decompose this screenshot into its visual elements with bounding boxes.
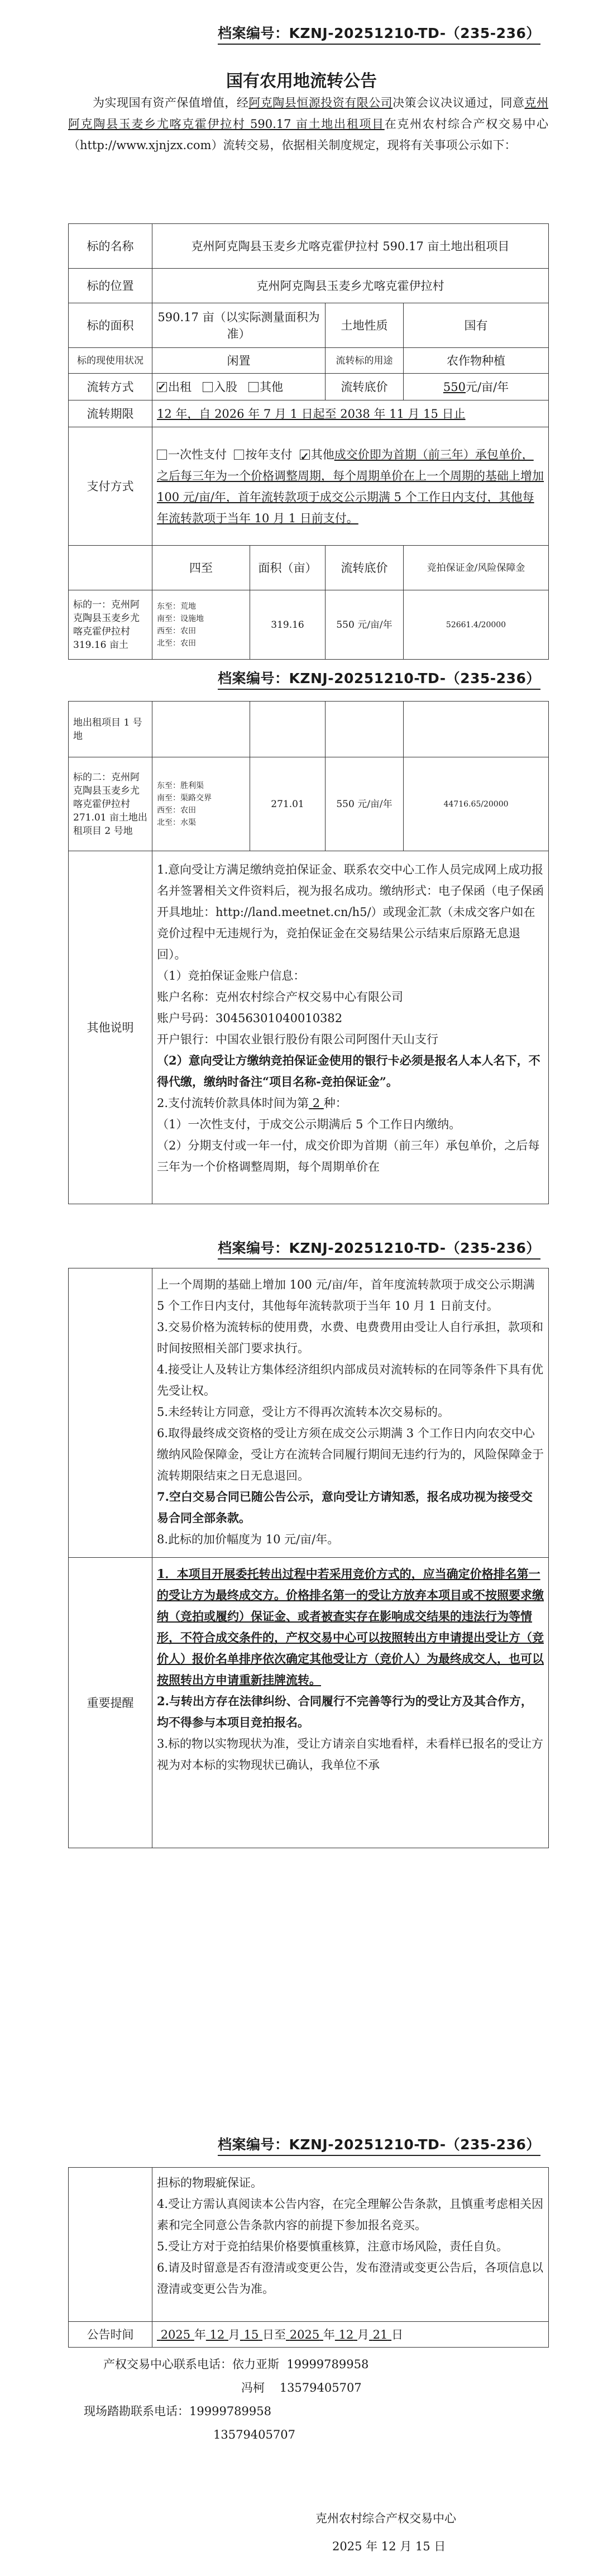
intro-text-3: 在克州农村综合产权交易中心（http://www.xjnjzx.com）流转交易，依据相关制度规定，现将有关事项公示如下： xyxy=(68,117,549,152)
other-line-kind xyxy=(157,1093,544,1114)
location-label: 标的位置 xyxy=(69,269,152,303)
sub-header-deposit: 竞拍保证金/风险保障金 xyxy=(404,546,549,590)
signature-date: 2025 年 12 月 15 日 xyxy=(332,2540,446,2553)
intro-project: 克州阿克陶县玉麦乡尤喀克霍伊拉村 590.17 亩土地出租项目 xyxy=(68,96,549,131)
pay-once-label: 一次性支付 xyxy=(168,447,227,461)
other-line-1: 1.意向受让方满足缴纳竞拍保证金、联系农交中心工作人员完成网上成功报名并签署相关文件资料后，视为报名成功。缴纳形式：电子保函（电子保函开具地址：http://land.meetnet.cn/h5/）或现金汇款（未成交客户如在竞价过程中无违规行为，竞拍保证金在交易结果公示结束后原路无息退回）。 xyxy=(157,863,544,961)
archive-number: 档案编号：KZNJ-20251210-TD-（235-236） xyxy=(218,1237,540,1260)
end-day: 21 xyxy=(372,2327,388,2341)
area-label: 标的面积 xyxy=(69,303,152,348)
page-title: 国有农用地流转公告 xyxy=(226,71,377,91)
lot2-bound-west: 西至：农田 xyxy=(157,805,196,815)
site-phone-1: 19999789958 xyxy=(189,2405,271,2418)
nature-label: 土地性质 xyxy=(326,303,404,348)
lot1-label: 标的一：克州阿克陶县玉麦乡尤喀克霍伊拉村 319.16 亩土 xyxy=(69,590,152,660)
listing-table-2 xyxy=(68,701,549,1204)
term-value: 12 年，自 2026 年 7 月 1 日起至 2038 年 11 月 15 日止 xyxy=(152,400,549,427)
intro-paragraph xyxy=(68,92,548,156)
pay-yearly-label: 按年支付 xyxy=(245,447,293,461)
cont-line-1: 上一个周期的基础上增加 100 元/亩/年，首年度流转款项于成交公示期满 5 个工作日内支付，其他每年流转款项于当年 10 月 1 日前支付。 xyxy=(157,1278,535,1313)
intro-text-1: 为实现国有资产保值增值，经 xyxy=(93,96,249,109)
cont-line-4: 5.未经转让方同意，受让方不得再次流转本次交易标的。 xyxy=(157,1405,450,1419)
site-contact-label: 现场踏勘联系电话： xyxy=(84,2405,189,2418)
area-value: 590.17 亩（以实际测量面积为准） xyxy=(152,303,326,348)
method-options xyxy=(152,374,326,400)
lot1-bound-north: 北至：农田 xyxy=(157,638,196,648)
end-year: 2025 xyxy=(289,2327,320,2341)
contact1-phone: 19999789958 xyxy=(286,2358,369,2371)
other-label: 其他说明 xyxy=(69,851,152,1204)
center-contact-line xyxy=(103,2354,368,2375)
lot2-area: 271.01 xyxy=(250,757,326,851)
pay-text: 成交价即为首期（前三年）承包单价，之后每三年为一个价格调整周期，每个周期单价在上一个周期的基础上增加 100 元/亩/年，首年流转款项于成交公示期满 5 个工作日内支付，其他每年流转款项于当年 10 月 1 日前支付。 xyxy=(157,447,544,525)
price-label: 流转底价 xyxy=(326,374,404,400)
intro-text-2: 决策会议决议通过，同意 xyxy=(393,96,525,109)
other-content xyxy=(152,851,549,1204)
listing-table-3 xyxy=(68,1268,549,1848)
pay-once-checkbox xyxy=(157,450,167,460)
remind-content-continued xyxy=(152,2168,549,2322)
listing-table-4 xyxy=(68,2167,549,2348)
cont-line-2: 3.交易价格为流转标的使用费，水费、电费费用由受让人自行承担，款项和时间按照相关部门要求执行。 xyxy=(157,1320,544,1355)
pay-label: 支付方式 xyxy=(69,427,152,546)
time-label: 公告时间 xyxy=(69,2322,152,2348)
lot1-area: 319.16 xyxy=(250,590,326,660)
pay-kind-text: 2.支付流转价款具体时间为第 xyxy=(157,1096,309,1110)
site-contact-line xyxy=(84,2401,271,2422)
lot2-label: 标的二：克州阿克陶县玉麦乡尤喀克霍伊拉村 271.01 亩土地出租项目 2 号地 xyxy=(69,757,152,851)
share-checkbox xyxy=(203,382,213,392)
cont-line-last: 8.此标的加价幅度为 10 元/亩/年。 xyxy=(157,1533,339,1546)
contact2-line xyxy=(241,2377,362,2398)
name-value: 克州阿克陶县玉麦乡尤喀克霍伊拉村 590.17 亩土地出租项目 xyxy=(152,224,549,269)
lot2-price: 550 元/亩/年 xyxy=(326,757,404,851)
other-line-6: （1）一次性支付，于成交公示期满后 5 个工作日内缴纳。 xyxy=(157,1118,461,1131)
lot1-bound-south: 南至：设施地 xyxy=(157,614,204,623)
signature-org: 克州农村综合产权交易中心 xyxy=(315,2512,456,2525)
rent-option-label: 出租 xyxy=(168,380,192,394)
other-line-5: 开户银行：中国农业银行股份有限公司阿图什天山支行 xyxy=(157,1033,438,1046)
sub-header-price: 流转底价 xyxy=(326,546,404,590)
price-value xyxy=(404,374,549,400)
archive-number: 档案编号：KZNJ-20251210-TD-（235-236） xyxy=(218,2134,540,2156)
share-option-label: 入股 xyxy=(214,380,238,394)
cont-line-3: 4.接受让人及转让方集体经济组织内部成员对流转标的在同等条件下具有优先受让权。 xyxy=(157,1363,544,1397)
remind-cont-3: 5.受让方对于竞拍结果价格要慎重核算，注意市场风险，责任自负。 xyxy=(157,2240,509,2253)
end-month: 12 xyxy=(338,2327,354,2341)
center-contact-label: 产权交易中心联系电话： xyxy=(103,2358,232,2371)
other-content-continued xyxy=(152,1268,549,1558)
lot1-bound-west: 西至：农田 xyxy=(157,626,196,636)
pay-kind-after: 种： xyxy=(323,1096,347,1110)
remind-3: 3.标的物以实物现状为准，受让方请亲自实地看样，未看样已报名的受让方视为对本标的实物现状已确认，我单位不承 xyxy=(157,1737,544,1772)
remind-label: 重要提醒 xyxy=(69,1558,152,1848)
other-line-2: （1）竞拍保证金账户信息： xyxy=(157,969,305,982)
status-value: 闲置 xyxy=(152,348,326,374)
sub-header-bounds: 四至 xyxy=(152,546,250,590)
other-bold-line: （2）意向受让方缴纳竞拍保证金使用的银行卡必须是报名人本人名下，不得代缴，缴纳时备注“项目名称-竞拍保证金”。 xyxy=(157,1053,540,1089)
pay-options xyxy=(152,427,549,546)
price-number: 550 xyxy=(443,380,466,394)
remind-cont-4: 6.请及时留意是否有澄清或变更公告，发布澄清或变更公告后，各项信息以澄清或变更公告为准。 xyxy=(157,2261,544,2296)
term-label: 流转期限 xyxy=(69,400,152,427)
pay-kind-number: 2 xyxy=(312,1096,320,1110)
start-day: 15 xyxy=(243,2327,259,2341)
lot2-bound-north: 北至：水渠 xyxy=(157,818,196,827)
other-line-7: （2）分期支付或一年一付，成交价即为首期（前三年）承包单价，之后每三年为一个价格调整周期，每个周期单价在 xyxy=(157,1139,540,1173)
lot2-bounds xyxy=(152,757,250,851)
status-label: 标的现使用状况 xyxy=(69,348,152,374)
other-option-label: 其他 xyxy=(260,380,284,394)
other-line-3: 账户名称：克州农村综合产权交易中心有限公司 xyxy=(157,990,403,1004)
sub-header-area: 面积（亩） xyxy=(250,546,326,590)
remind-bold: 1．本项目开展委托转出过程中若采用竞价方式的，应当确定价格排名第一的受让方为最终成交方。价格排名第一的受让方放弃本项目或不按照要求缴纳（竞拍或履约）保证金、或者被查实存在影响成交结果的违法行为等情形，不符合成交条件的，产权交易中心可以按照转出方申请提出受让方（竞价人）报价名单排序依次确定其他受让方（竞价人）为最终成交人，也可以按照转出方申请重新挂牌流转。 xyxy=(157,1567,544,1687)
nature-value: 国有 xyxy=(404,303,549,348)
lot1-label-continued: 地出租项目 1 号地 xyxy=(69,702,152,757)
start-month: 12 xyxy=(209,2327,225,2341)
pay-other-label: 其他 xyxy=(310,447,334,461)
location-value: 克州阿克陶县玉麦乡尤喀克霍伊拉村 xyxy=(152,269,549,303)
time-value: 2025 年 12 月 15 日至 2025 年 12 月 21 日 xyxy=(152,2322,549,2348)
lot1-bound-east: 东至：荒地 xyxy=(157,602,196,611)
pay-other-checkbox xyxy=(300,450,310,460)
rent-checkbox xyxy=(157,382,167,392)
lot2-bound-south: 南至：渠路交界 xyxy=(157,793,212,803)
use-label: 流转标的用途 xyxy=(326,348,404,374)
archive-number: 档案编号：KZNJ-20251210-TD-（235-236） xyxy=(218,22,540,45)
use-value: 农作物种植 xyxy=(404,348,549,374)
contact2-name: 冯柯 xyxy=(241,2381,265,2394)
other-line-4: 账户号码：30456301040010382 xyxy=(157,1012,343,1025)
method-label: 流转方式 xyxy=(69,374,152,400)
lot1-bounds xyxy=(152,590,250,660)
remind-2: 2.与转出方存在法律纠纷、合同履行不完善等行为的受让方及其合作方，均不得参与本项目竞拍报名。 xyxy=(157,1694,533,1729)
intro-org: 阿克陶县恒源投资有限公司 xyxy=(248,96,393,109)
lot2-bound-east: 东至：胜利渠 xyxy=(157,781,204,790)
start-year: 2025 xyxy=(160,2327,191,2341)
remind-cont-2: 4.受让方需认真阅读本公告内容，在完全理解公告条款，且慎重考虑相关因素和完全同意公告条款内容的前提下参加报名竞买。 xyxy=(157,2197,544,2232)
listing-table-1 xyxy=(68,223,549,660)
remind-cont-1: 担标的物瑕疵保证。 xyxy=(157,2176,262,2189)
contact2-phone: 13579405707 xyxy=(279,2381,362,2394)
remind-content xyxy=(152,1558,549,1848)
contact1-name: 依力亚斯 xyxy=(232,2358,279,2371)
site-phone-2: 13579405707 xyxy=(213,2428,295,2441)
name-label: 标的名称 xyxy=(69,224,152,269)
cont-bold-line: 7.空白交易合同已随公告公示，意向受让方请知悉，报名成功视为接受交易合同全部条款。 xyxy=(157,1490,533,1525)
other-checkbox xyxy=(248,382,259,392)
lot1-price: 550 元/亩/年 xyxy=(326,590,404,660)
lot2-deposit: 44716.65/20000 xyxy=(404,757,549,851)
cont-line-5: 6.取得最终成交资格的受让方须在成交公示期满 3 个工作日内向农交中心缴纳风险保障金，受让方在流转合同履行期间无违约行为的，风险保障金于流转期限结束之日无息退回。 xyxy=(157,1427,544,1482)
price-unit: 元/亩/年 xyxy=(465,380,509,394)
archive-number: 档案编号：KZNJ-20251210-TD-（235-236） xyxy=(218,667,540,690)
pay-yearly-checkbox xyxy=(234,450,244,460)
lot1-deposit: 52661.4/20000 xyxy=(404,590,549,660)
